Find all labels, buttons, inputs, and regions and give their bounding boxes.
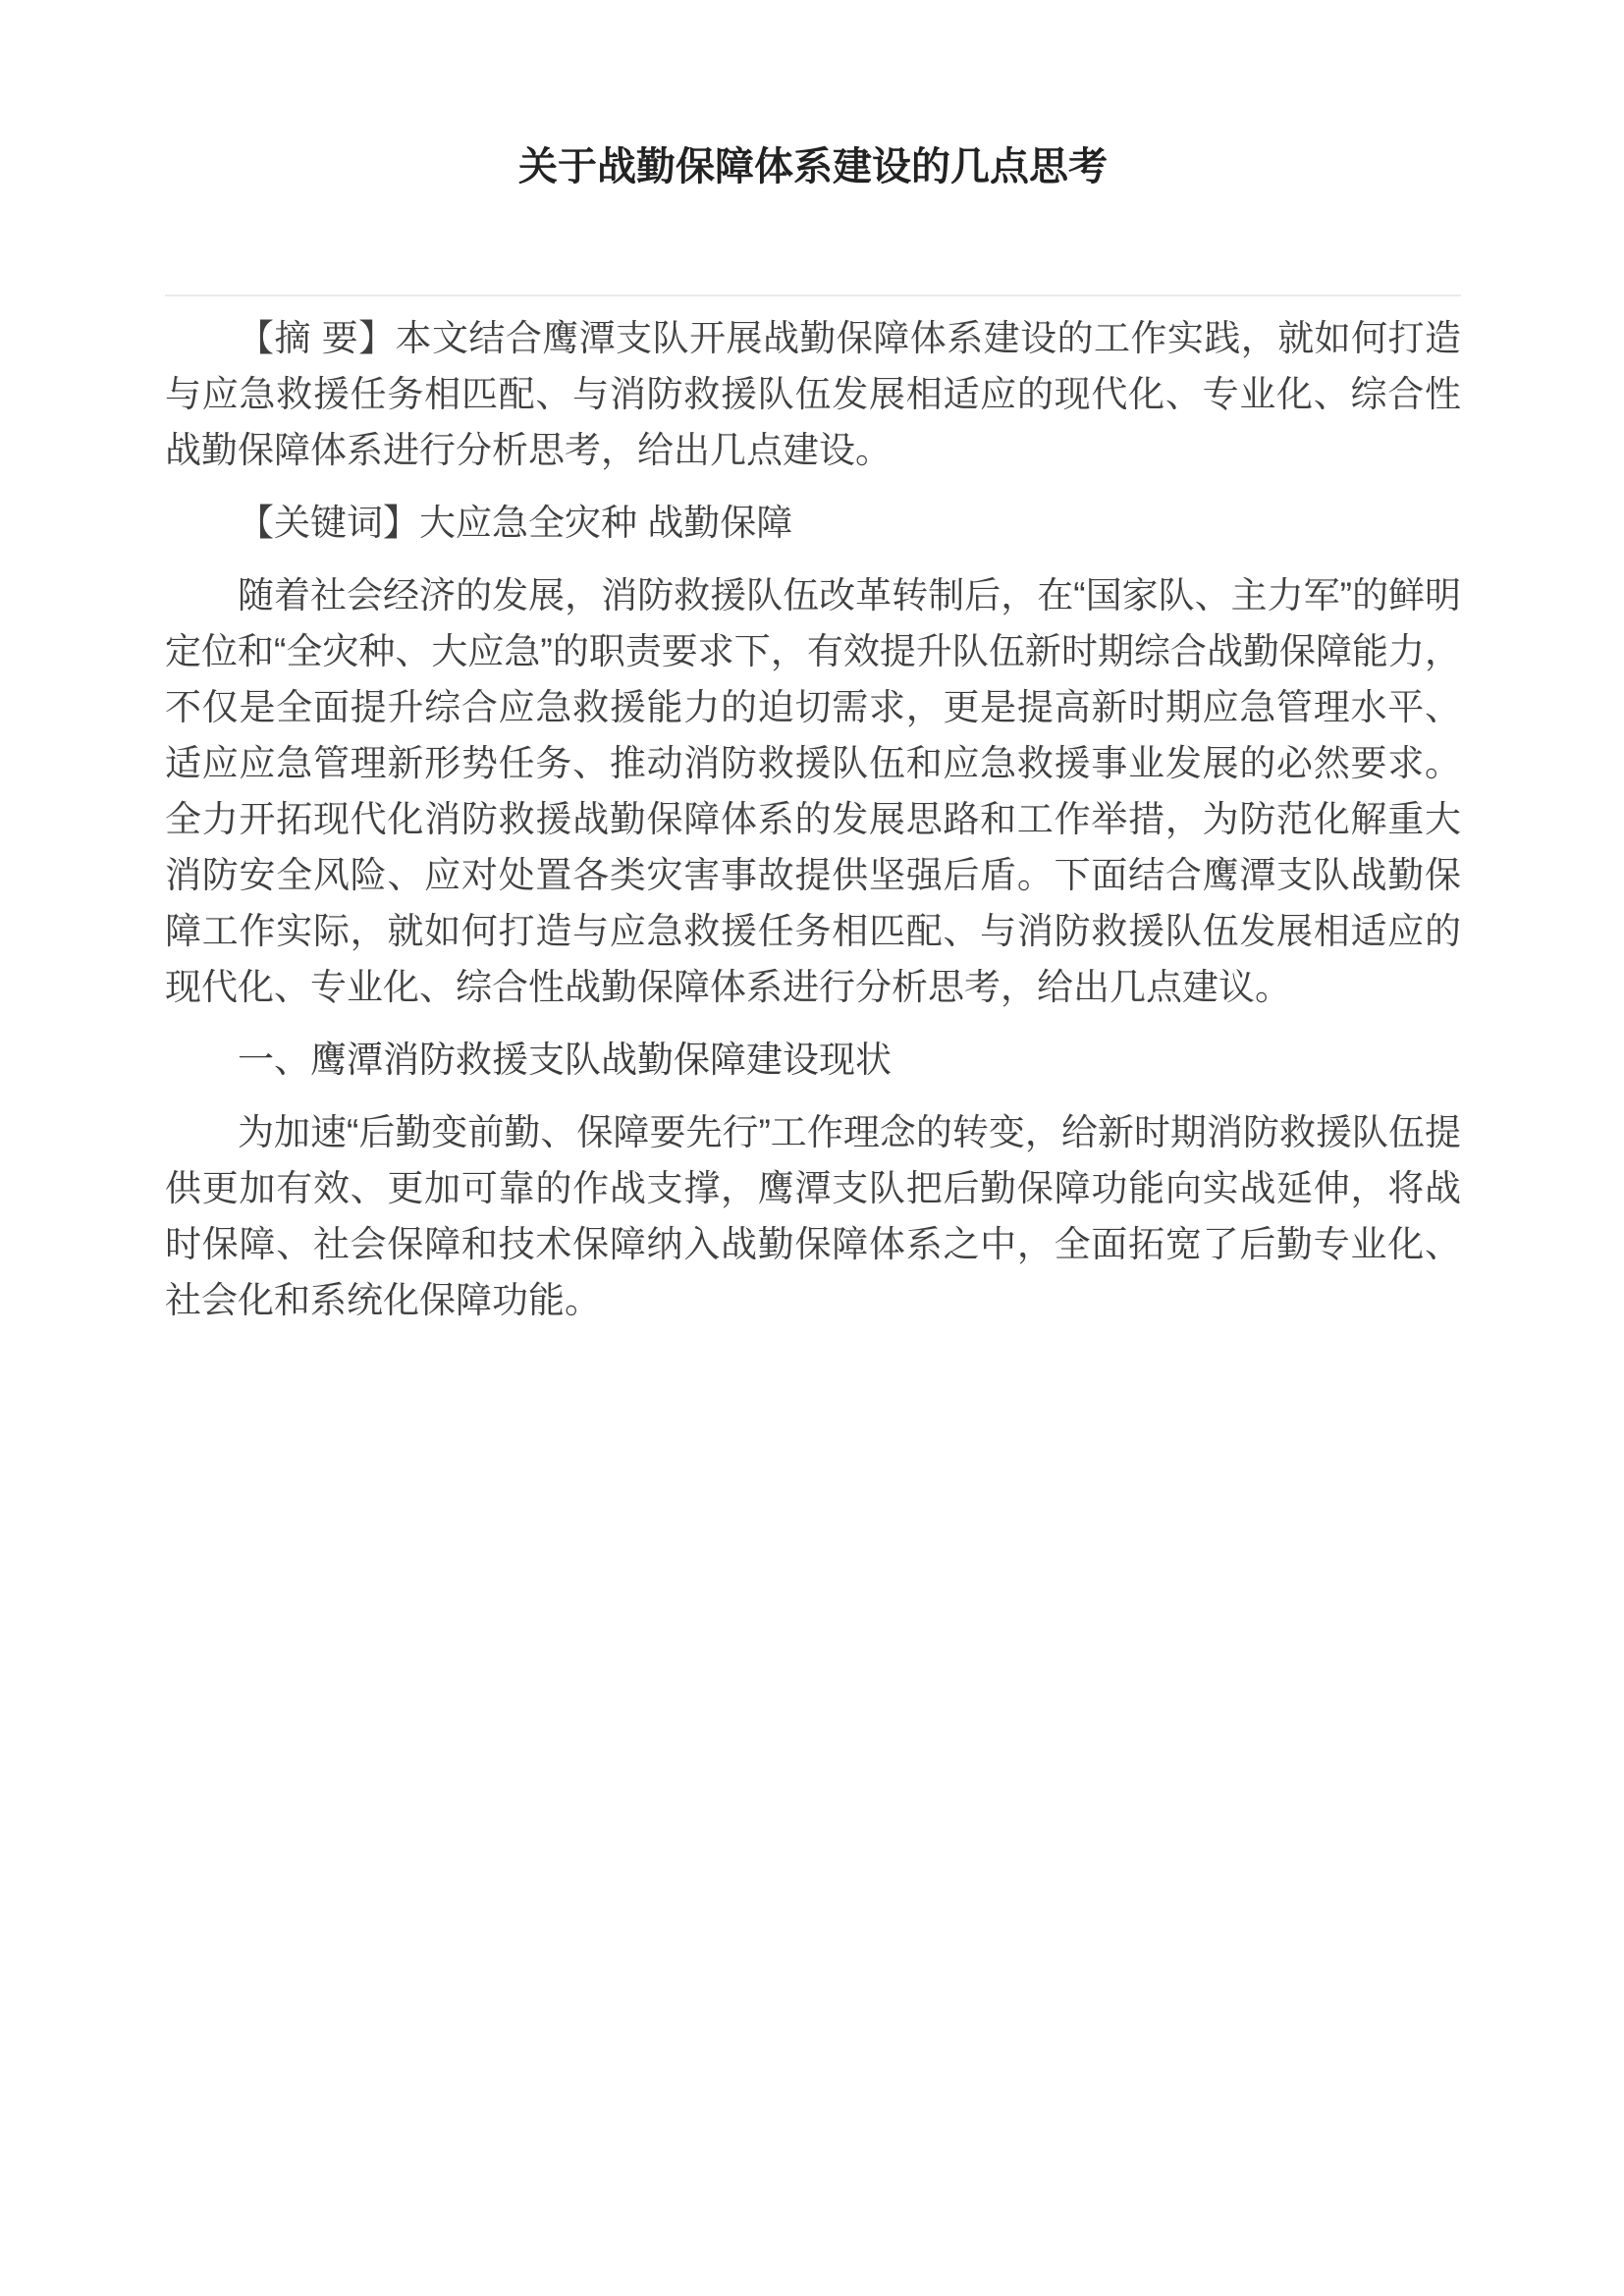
document-title: 关于战勤保障体系建设的几点思考: [518, 145, 1108, 188]
abstract-paragraph: 【摘 要】本文结合鹰潭支队开展战勤保障体系建设的工作实践，就如何打造与应急救援任务相匹配、与消防救援队伍发展相适应的现代化、专业化、综合性战勤保障体系进行分析思考，给出几点建设。: [165, 318, 1461, 470]
intro-paragraph: 随着社会经济的发展，消防救援队伍改革转制后，在“国家队、主力军”的鲜明定位和“全灾种、大应急”的职责要求下，有效提升队伍新时期综合战勤保障能力，不仅是全面提升综合应急救援能力的迫切需求，更是提高新时期应急管理水平、适应应急管理新形势任务、推动消防救援队伍和应急救援事业发展的必然要求。全力开拓现代化消防救援战勤保障体系的发展思路和工作举措，为防范化解重大消防安全风险、应对处置各类灾害事故提供坚强后盾。下面结合鹰潭支队战勤保障工作实际，就如何打造与应急救援任务相匹配、与消防救援队伍发展相适应的现代化、专业化、综合性战勤保障体系进行分析思考，给出几点建议。: [165, 575, 1461, 1007]
keywords-paragraph: 【关键词】大应急全灾种 战勤保障: [238, 503, 793, 543]
title-divider: [165, 294, 1461, 296]
section-1-heading: 一、鹰潭消防救援支队战勤保障建设现状: [238, 1040, 892, 1080]
section-1-body-paragraph: 为加速“后勤变前勤、保障要先行”工作理念的转变，给新时期消防救援队伍提供更加有效、更加可靠的作战支撑，鹰潭支队把后勤保障功能向实战延伸，将战时保障、社会保障和技术保障纳入战勤保障体系之中，全面拓宽了后勤专业化、社会化和系统化保障功能。: [165, 1112, 1461, 1320]
